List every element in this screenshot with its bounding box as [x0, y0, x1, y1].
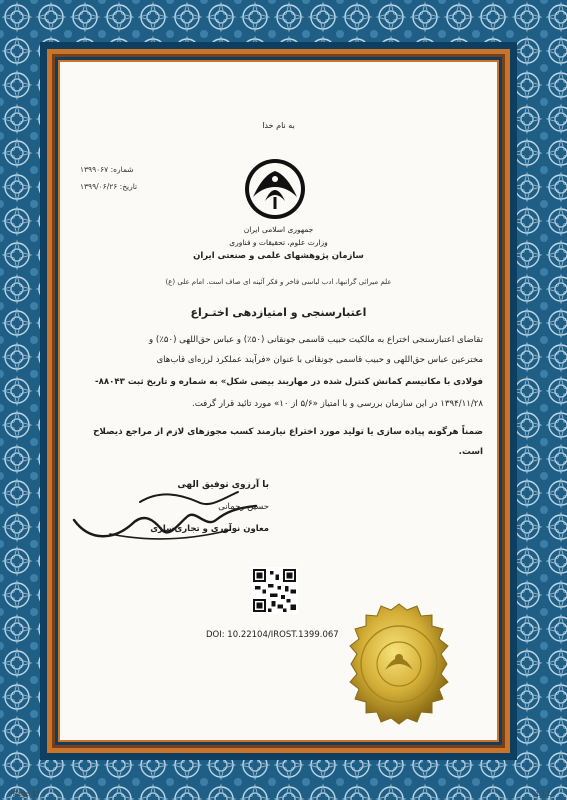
- body-line-3: فولادی با مکانیسم کمانش کنترل شده در مهاربند بیضی شکل» به شماره و تاریخ ثبت ۸۸۰۴۳-: [95, 377, 483, 387]
- note-line-1: ضمناً هرگونه پیاده سازی یا تولید مورد اختراع نیازمند کسب مجوزهای لازم از مراجع ذیصلاح: [93, 427, 483, 437]
- handwritten-signature: [70, 480, 260, 544]
- irost-emblem-logo: [243, 157, 307, 221]
- org-line-2: وزارت علوم، تحقیقات و فناوری: [229, 238, 328, 247]
- signer-name: حسین رحمانی: [218, 502, 269, 512]
- closing-text: با آرزوی توفیق الهی: [177, 480, 269, 490]
- body-line-4: ۱۳۹۴/۱۱/۲۸ در این سازمان بررسی و با امتیاز «۵/۶ از ۱۰» مورد تائید قرار گرفت.: [192, 399, 483, 409]
- org-line-3: سازمان پژوهشهای علمی و صنعتی ایران: [193, 251, 364, 261]
- certificate-number: شماره: ۱۳۹۹۰۶۷: [80, 165, 134, 174]
- body-line-2: مخترعین عباس حق‌اللهی و حبیب قاسمی جونقانی با عنوان «فرآیند عملکرد لرزه‌ای قاب‌های: [156, 355, 483, 365]
- doi-text: DOI: 10.22104/IROST.1399.067: [206, 630, 339, 640]
- page-footer-left: (Page 1): [10, 790, 40, 798]
- quote-text: علم میراثی گرانبها، ادب لباسی فاخر و فکر آئینه ای صاف است. امام علی (ع): [165, 278, 392, 286]
- gold-seal: [335, 602, 463, 726]
- org-line-1: جمهوری اسلامی ایران: [243, 225, 314, 234]
- note-line-2: است.: [458, 447, 483, 457]
- body-line-1: تقاضای اعتبارسنجی اختراع به مالکیت حبیب قاسمی جونقانی (۵۰٪) و عباس حق‌اللهی (۵۰٪) و: [148, 335, 483, 345]
- page-footer-right: 1 / 1: [535, 790, 551, 798]
- certificate-date: تاریخ: ۱۳۹۹/۰۶/۲۶: [80, 182, 138, 191]
- signer-title: معاون نوآوری و تجاری‌سازی: [150, 524, 269, 534]
- certificate-heading: اعتبارسنجی و امتیازدهی اختـراع: [190, 306, 367, 319]
- certificate-paper: [60, 62, 497, 740]
- basmala-text: به نام خدا: [262, 121, 295, 130]
- qr-code: [251, 567, 298, 614]
